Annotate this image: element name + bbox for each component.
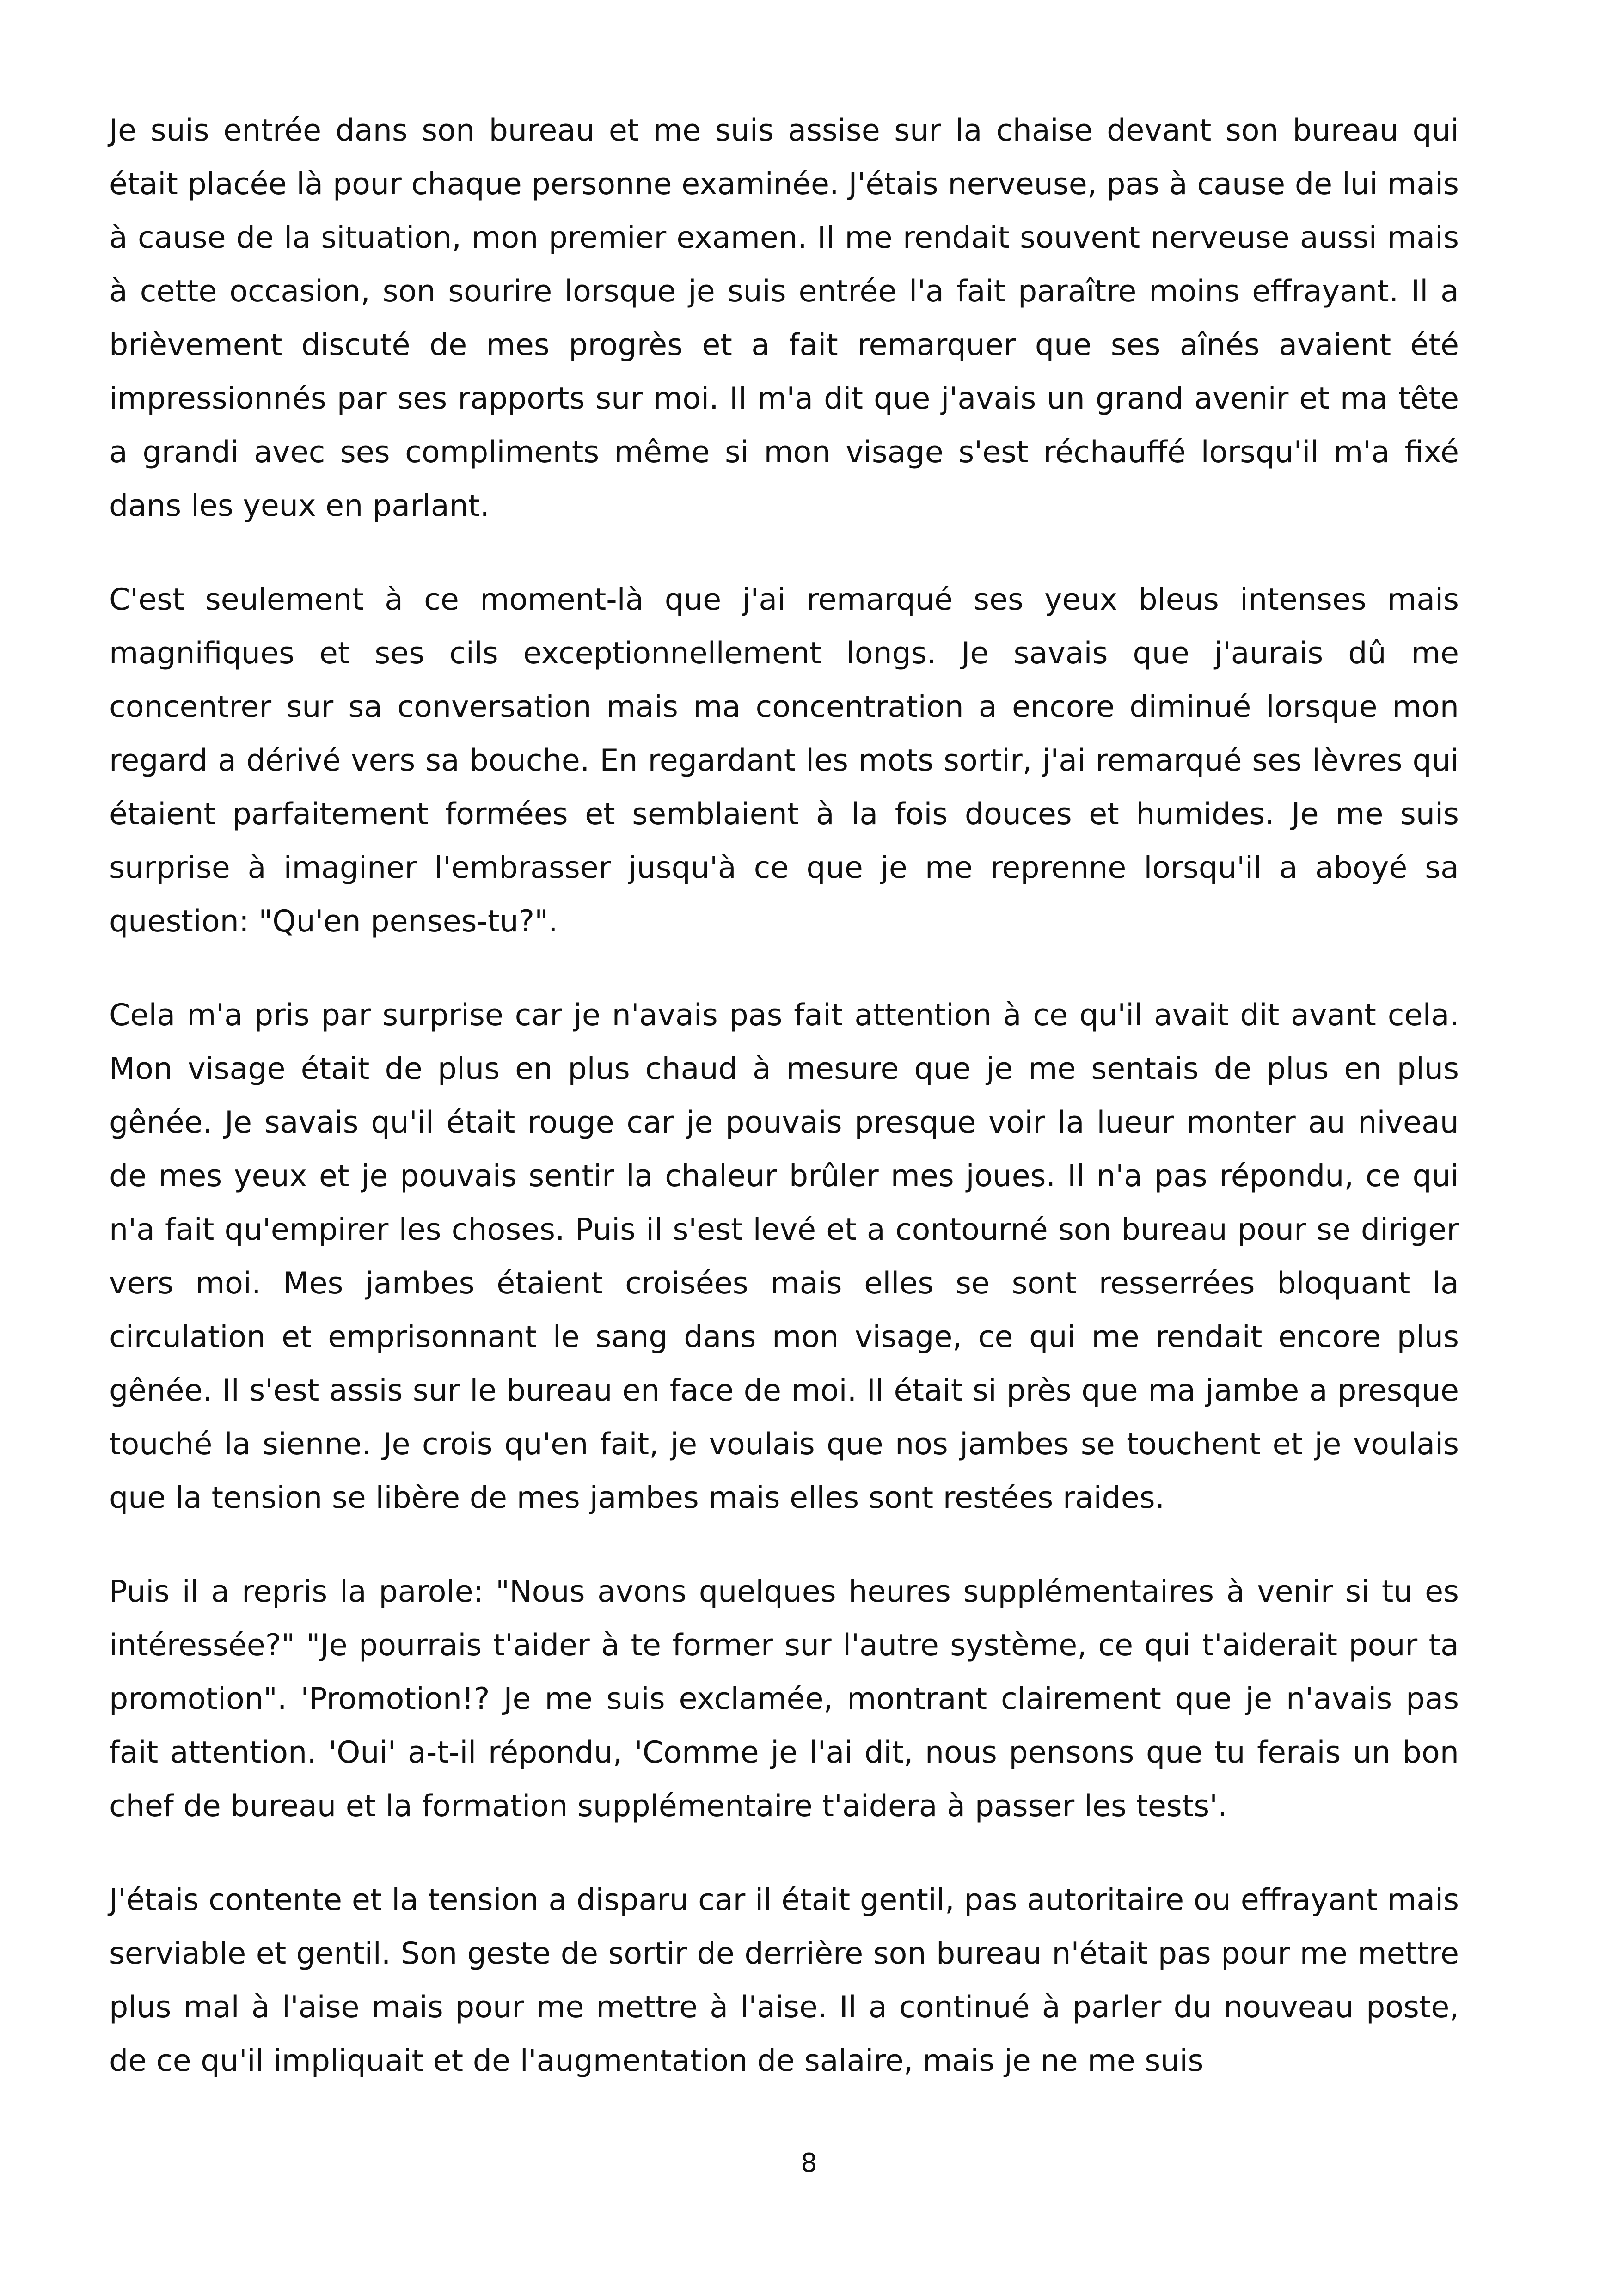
paragraph-5: J'étais contente et la tension a disparu car il était gentil, pas autoritaire ou effrayant mais serviable et gentil. Son geste de sortir de derrière son bureau n'était pas pour me mettre plus mal à l'aise mais pour me mettre à l'aise. Il a continué à parler du nouveau poste, de ce qu'il impliquait et de l'augmentation de salaire, mais je ne me suis xyxy=(109,1883,1459,2078)
body-text xyxy=(109,104,1459,2128)
paragraph-4: Puis il a repris la parole: "Nous avons quelques heures supplémentaires à venir si tu es intéressée?" "Je pourrais t'aider à te former sur l'autre système, ce qui t'aiderait pour ta promotion". 'Promotion!? Je me suis exclamée, montrant clairement que je n'avais pas fait attention. 'Oui' a-t-il répondu, 'Comme je l'ai dit, nous pensons que tu ferais un bon chef de bureau et la formation supplémentaire t'aidera à passer les tests'. xyxy=(109,1574,1459,1824)
paragraph-1: Je suis entrée dans son bureau et me suis assise sur la chaise devant son bureau qui était placée là pour chaque personne examinée. J'étais nerveuse, pas à cause de lui mais à cause de la situation, mon premier examen. Il me rendait souvent nerveuse aussi mais à cette occasion, son sourire lorsque je suis entrée l'a fait paraître moins effrayant. Il a brièvement discuté de mes progrès et a fait remarquer que ses aînés avaient été impressionnés par ses rapports sur moi. Il m'a dit que j'avais un grand avenir et ma tête a grandi avec ses compliments même si mon visage s'est réchauffé lorsqu'il m'a fixé dans les yeux en parlant. xyxy=(109,113,1459,523)
paragraph-2: C'est seulement à ce moment-là que j'ai remarqué ses yeux bleus intenses mais magnifiques et ses cils exceptionnellement longs. Je savais que j'aurais dû me concentrer sur sa conversation mais ma concentration a encore diminué lorsque mon regard a dérivé vers sa bouche. En regardant les mots sortir, j'ai remarqué ses lèvres qui étaient parfaitement formées et semblaient à la fois douces et humides. Je me suis surprise à imaginer l'embrasser jusqu'à ce que je me reprenne lorsqu'il a aboyé sa question: "Qu'en penses-tu?". xyxy=(109,582,1459,939)
page-number: 8 xyxy=(801,2148,817,2178)
paragraph-3: Cela m'a pris par surprise car je n'avais pas fait attention à ce qu'il avait dit avant cela. Mon visage était de plus en plus chaud à mesure que je me sentais de plus en plus gênée. Je savais qu'il était rouge car je pouvais presque voir la lueur monter au niveau de mes yeux et je pouvais sentir la chaleur brûler mes joues. Il n'a pas répondu, ce qui n'a fait qu'empirer les choses. Puis il s'est levé et a contourné son bureau pour se diriger vers moi. Mes jambes étaient croisées mais elles se sont resserrées bloquant la circulation et emprisonnant le sang dans mon visage, ce qui me rendait encore plus gênée. Il s'est assis sur le bureau en face de moi. Il était si près que ma jambe a presque touché la sienne. Je crois qu'en fait, je voulais que nos jambes se touchent et je voulais que la tension se libère de mes jambes mais elles sont restées raides. xyxy=(109,998,1459,1515)
